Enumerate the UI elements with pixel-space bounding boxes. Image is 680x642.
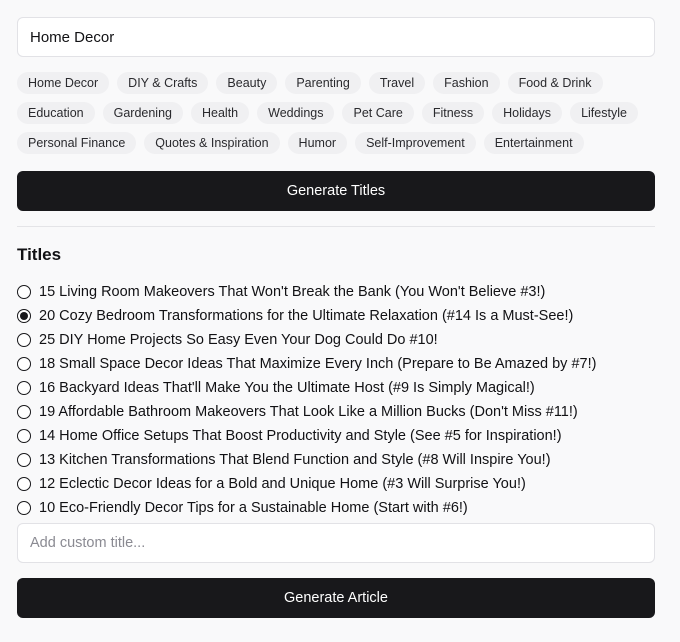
radio-unchecked-icon[interactable] xyxy=(17,285,31,299)
custom-title-input[interactable] xyxy=(17,523,655,563)
category-chip[interactable]: Health xyxy=(191,102,249,124)
category-chip[interactable]: Home Decor xyxy=(17,72,109,94)
category-chip[interactable]: Education xyxy=(17,102,95,124)
category-chip[interactable]: Fashion xyxy=(433,72,499,94)
radio-unchecked-icon[interactable] xyxy=(17,381,31,395)
category-chips xyxy=(17,72,657,162)
title-option[interactable] xyxy=(17,376,667,400)
category-chip[interactable]: Food & Drink xyxy=(508,72,603,94)
title-option-label: 13 Kitchen Transformations That Blend Function and Style (#8 Will Inspire You!) xyxy=(39,452,551,468)
titles-list xyxy=(17,280,667,520)
category-chip[interactable]: Beauty xyxy=(216,72,277,94)
title-option-label: 19 Affordable Bathroom Makeovers That Look Like a Million Bucks (Don't Miss #11!) xyxy=(39,404,578,420)
radio-unchecked-icon[interactable] xyxy=(17,357,31,371)
title-option-label: 16 Backyard Ideas That'll Make You the Ultimate Host (#9 Is Simply Magical!) xyxy=(39,380,535,396)
radio-unchecked-icon[interactable] xyxy=(17,453,31,467)
category-chip[interactable]: Fitness xyxy=(422,102,484,124)
category-chip[interactable]: DIY & Crafts xyxy=(117,72,208,94)
title-option-label: 12 Eclectic Decor Ideas for a Bold and Unique Home (#3 Will Surprise You!) xyxy=(39,476,526,492)
chip-row xyxy=(17,72,657,94)
category-chip[interactable]: Lifestyle xyxy=(570,102,638,124)
title-option[interactable] xyxy=(17,280,667,304)
titles-heading: Titles xyxy=(17,245,62,264)
section-divider xyxy=(17,226,655,227)
title-option-label: 15 Living Room Makeovers That Won't Break the Bank (You Won't Believe #3!) xyxy=(39,284,546,300)
category-chip[interactable]: Travel xyxy=(369,72,425,94)
title-option-label: 14 Home Office Setups That Boost Productivity and Style (See #5 for Inspiration!) xyxy=(39,428,562,444)
title-option[interactable] xyxy=(17,496,667,520)
radio-unchecked-icon[interactable] xyxy=(17,429,31,443)
title-option[interactable] xyxy=(17,304,667,328)
title-option[interactable] xyxy=(17,424,667,448)
category-chip[interactable]: Entertainment xyxy=(484,132,584,154)
chip-row xyxy=(17,132,657,154)
generate-titles-button[interactable]: Generate Titles xyxy=(17,171,655,211)
category-chip[interactable]: Weddings xyxy=(257,102,334,124)
category-chip[interactable]: Pet Care xyxy=(342,102,413,124)
radio-unchecked-icon[interactable] xyxy=(17,333,31,347)
title-option-label: 20 Cozy Bedroom Transformations for the Ultimate Relaxation (#14 Is a Must-See!) xyxy=(39,308,574,324)
title-option[interactable] xyxy=(17,472,667,496)
radio-unchecked-icon[interactable] xyxy=(17,477,31,491)
category-chip[interactable]: Personal Finance xyxy=(17,132,136,154)
title-option[interactable] xyxy=(17,448,667,472)
category-chip[interactable]: Quotes & Inspiration xyxy=(144,132,279,154)
radio-unchecked-icon[interactable] xyxy=(17,405,31,419)
title-option[interactable] xyxy=(17,328,667,352)
topic-input[interactable] xyxy=(17,17,655,57)
radio-unchecked-icon[interactable] xyxy=(17,501,31,515)
category-chip[interactable]: Humor xyxy=(288,132,348,154)
title-option-label: 18 Small Space Decor Ideas That Maximize Every Inch (Prepare to Be Amazed by #7!) xyxy=(39,356,597,372)
category-chip[interactable]: Gardening xyxy=(103,102,183,124)
category-chip[interactable]: Parenting xyxy=(285,72,361,94)
generate-article-button[interactable]: Generate Article xyxy=(17,578,655,618)
chip-row xyxy=(17,102,657,124)
category-chip[interactable]: Holidays xyxy=(492,102,562,124)
radio-checked-icon[interactable] xyxy=(17,309,31,323)
title-option-label: 25 DIY Home Projects So Easy Even Your Dog Could Do #10! xyxy=(39,332,438,348)
title-option-label: 10 Eco-Friendly Decor Tips for a Sustainable Home (Start with #6!) xyxy=(39,500,468,516)
title-option[interactable] xyxy=(17,400,667,424)
category-chip[interactable]: Self-Improvement xyxy=(355,132,476,154)
title-option[interactable] xyxy=(17,352,667,376)
